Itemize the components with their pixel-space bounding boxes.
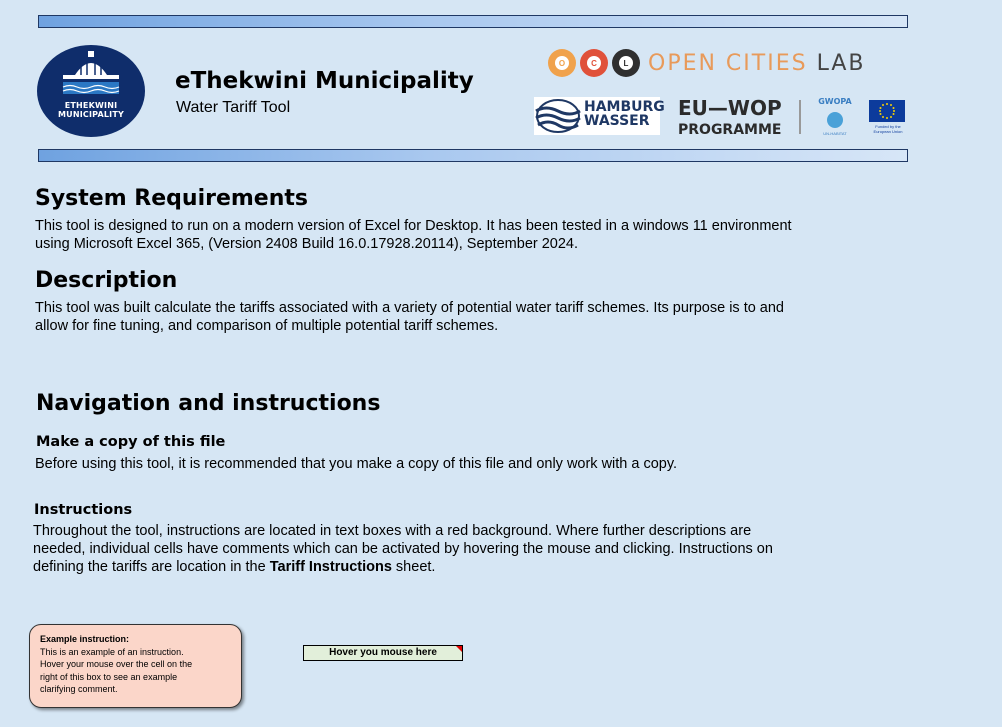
wave-logo-icon bbox=[534, 97, 582, 135]
example-instruction-line4: clarifying comment. bbox=[40, 684, 118, 694]
comment-indicator-icon bbox=[456, 646, 462, 652]
hamburg-wasser-logo bbox=[534, 97, 665, 135]
example-instruction-box bbox=[29, 624, 242, 708]
ocl-dot-c: C bbox=[580, 49, 608, 77]
logo-separator bbox=[799, 100, 801, 134]
eu-caption: Funded by the European Union bbox=[873, 124, 903, 134]
eu-flag-icon bbox=[869, 100, 905, 122]
example-instruction-line1: This is an example of an instruction. bbox=[40, 646, 184, 657]
header-top-bar bbox=[38, 15, 908, 28]
make-copy-heading: Make a copy of this file bbox=[36, 434, 226, 450]
instructions-line2: needed, individual cells have comments which can be activated by hovering the mouse and clicking. Instructions on bbox=[33, 541, 773, 557]
example-instruction-line2: Hover your mouse over the cell on the bbox=[40, 659, 193, 669]
ocl-dot-o: O bbox=[548, 49, 576, 77]
org-title: eThekwini Municipality bbox=[175, 68, 474, 94]
ocl-wordmark: OPEN CITIES LAB bbox=[648, 50, 866, 76]
ocl-dot-l: L bbox=[612, 49, 640, 77]
description-line2: allow for fine tuning, and comparison of multiple potential tariff schemes. bbox=[35, 318, 499, 334]
tariff-instructions-sheet-ref: Tariff Instructions bbox=[269, 559, 392, 575]
globe-icon bbox=[827, 112, 843, 128]
instructions-heading: Instructions bbox=[34, 502, 133, 518]
system-requirements-heading: System Requirements bbox=[35, 186, 309, 211]
hamburg-wasser-text: HAMBURG WASSER bbox=[584, 99, 665, 129]
instructions-line1: Throughout the tool, instructions are located in text boxes with a red background. Where further descriptions are bbox=[33, 523, 752, 539]
system-requirements-line1: This tool is designed to run on a modern version of Excel for Desktop. It has been tested in a windows 11 environment bbox=[35, 218, 792, 234]
gwopa-logo: GWOPA UN-HABITAT bbox=[818, 97, 852, 136]
navigation-heading: Navigation and instructions bbox=[36, 391, 381, 416]
city-hall-dome-icon bbox=[37, 45, 145, 137]
tool-subtitle: Water Tariff Tool bbox=[176, 99, 291, 116]
instructions-line3: defining the tariffs are location in the Tariff Instructions sheet. bbox=[33, 559, 436, 575]
open-cities-lab-logo bbox=[548, 48, 865, 78]
logo-text-line2: MUNICIPALITY bbox=[57, 110, 125, 119]
example-instruction-title: Example instruction: bbox=[40, 634, 130, 644]
header-bottom-bar bbox=[38, 149, 908, 162]
description-line1: This tool was built calculate the tariffs associated with a variety of potential water tariff schemes. Its purpose is to and bbox=[35, 300, 785, 316]
hover-cell-label: Hover you mouse here bbox=[329, 647, 437, 658]
description-heading: Description bbox=[35, 268, 178, 293]
hover-comment-cell[interactable] bbox=[303, 645, 463, 661]
system-requirements-line2: using Microsoft Excel 365, (Version 2408 Build 16.0.17928.20114), September 2024. bbox=[35, 236, 579, 252]
make-copy-text: Before using this tool, it is recommended that you make a copy of this file and only work with a copy. bbox=[35, 456, 678, 472]
logo-text-line1: ETHEKWINI bbox=[64, 101, 118, 110]
example-instruction-line3: right of this box to see an example bbox=[40, 671, 178, 682]
ethekwini-logo bbox=[37, 45, 145, 137]
eu-wop-logo: EU—WOP PROGRAMME bbox=[678, 96, 782, 138]
